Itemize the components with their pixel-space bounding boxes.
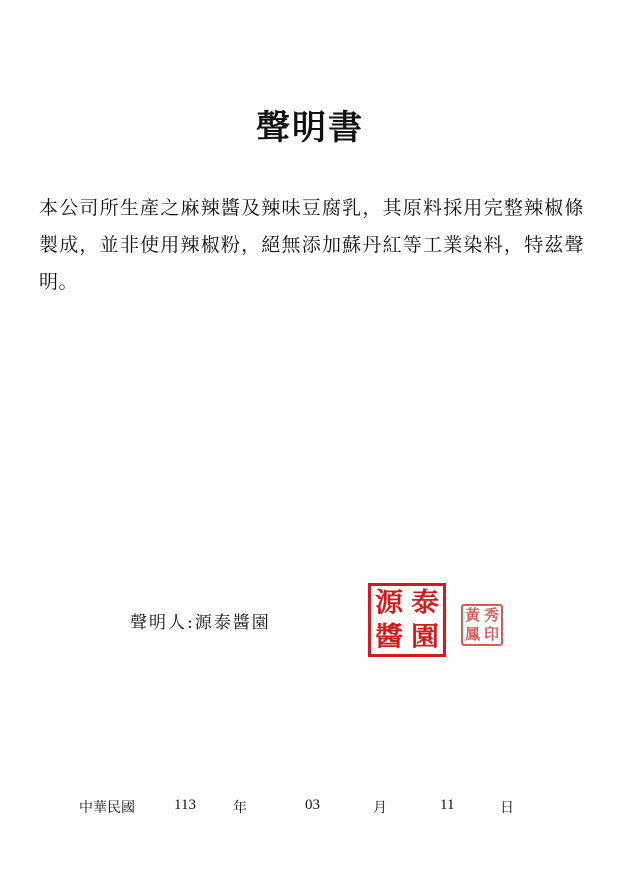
seal-char: 秀 <box>483 606 499 624</box>
seal-char: 園 <box>410 620 439 653</box>
date-month-label: 月 <box>373 800 387 816</box>
seal-char: 印 <box>483 625 499 643</box>
seal-char: 黃 <box>464 606 480 624</box>
document-title: 聲明書 <box>256 108 364 148</box>
seal-char: 泰 <box>410 586 439 619</box>
personal-seal <box>461 604 503 646</box>
date-month: 03 <box>305 797 320 813</box>
declarant-line: 聲明人:源泰醬園 <box>130 613 271 633</box>
date-day-label: 日 <box>500 800 514 816</box>
declaration-body: 本公司所生產之麻辣醬及辣味豆腐乳，其原料採用完整辣椒條製成，並非使用辣椒粉，絕無添加蘇丹紅等工業染料，特茲聲明。 <box>39 197 584 293</box>
date-year-label: 年 <box>233 800 247 816</box>
seal-char: 鳳 <box>464 625 480 643</box>
company-seal <box>368 583 446 657</box>
date-year: 113 <box>174 797 196 813</box>
date-day: 11 <box>440 797 455 813</box>
seal-char: 源 <box>374 586 403 619</box>
date-era: 中華民國 <box>79 800 135 816</box>
seal-char: 醬 <box>374 620 403 653</box>
